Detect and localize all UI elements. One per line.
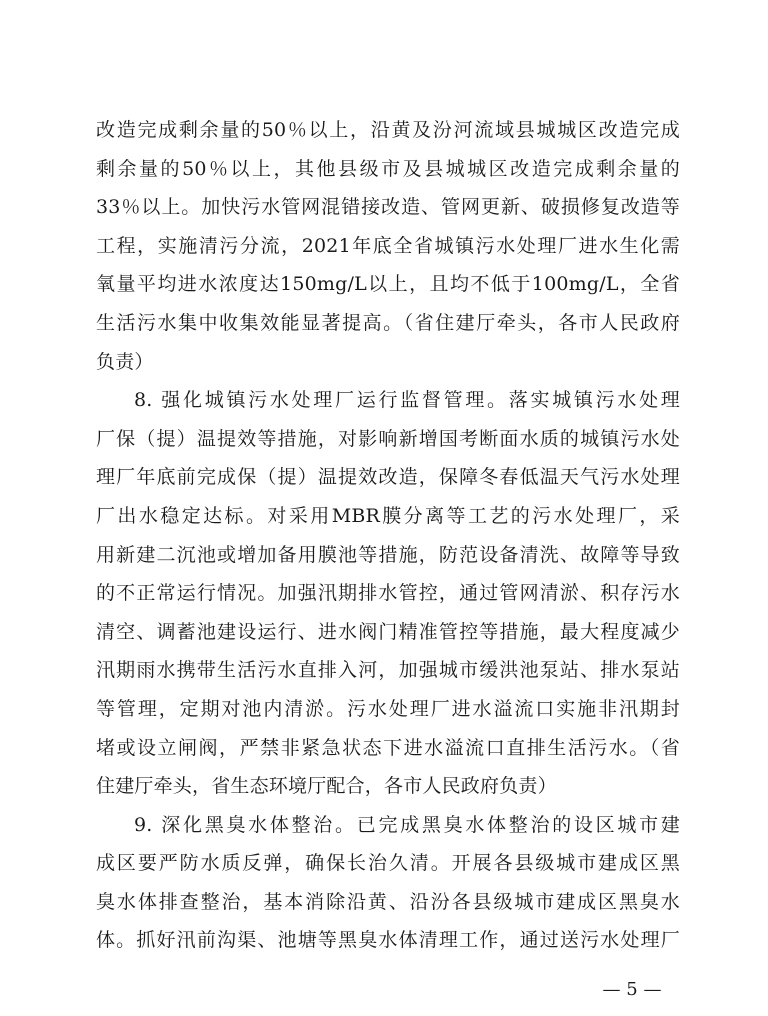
paragraph-item-8 bbox=[96, 381, 680, 806]
text-line: 改造完成剩余量的50％以上，沿黄及汾河流域县城城区改造完成 bbox=[96, 119, 680, 141]
page-number: — 5 — bbox=[602, 979, 662, 1000]
text-line: 住建厅牵头，省生态环境厅配合，各市人民政府负责） bbox=[96, 775, 557, 798]
text-line: 剩余量的50％以上，其他县级市及县城城区改造完成剩余量的 bbox=[96, 157, 680, 180]
text-line: 堵或设立闸阀，严禁非紧急状态下进水溢流口直排生活污水。（省 bbox=[96, 736, 680, 759]
body-text bbox=[96, 111, 680, 960]
text-line: 工程，实施清污分流，2021年底全省城镇污水处理厂进水生化需 bbox=[96, 234, 680, 257]
text-line: 氧量平均进水浓度达150mg/L以上，且均不低于100mg/L，全省 bbox=[96, 273, 680, 296]
paragraph-item-9 bbox=[96, 806, 680, 960]
text-line: 生活污水集中收集效能显著提高。（省住建厅牵头，各市人民政府 bbox=[96, 311, 680, 334]
text-line: 厂保（提）温提效等措施，对影响新增国考断面水质的城镇污水处 bbox=[96, 427, 680, 450]
item-8-heading-line: 8. 强化城镇污水处理厂运行监督管理。落实城镇污水处理 bbox=[134, 389, 680, 412]
text-line: 理厂年底前完成保（提）温提效改造，保障冬春低温天气污水处理 bbox=[96, 466, 680, 489]
text-line: 汛期雨水携带生活污水直排入河，加强城市缓洪池泵站、排水泵站 bbox=[96, 659, 680, 682]
text-line: 33％以上。加快污水管网混错接改造、管网更新、破损修复改造等 bbox=[96, 196, 680, 219]
text-line: 成区要严防水质反弹，确保长治久清。开展各县级城市建成区黑 bbox=[96, 852, 680, 875]
item-9-heading-line: 9. 深化黑臭水体整治。已完成黑臭水体整治的设区城市建 bbox=[134, 813, 680, 836]
text-line: 负责） bbox=[96, 350, 154, 373]
text-line: 体。抓好汛前沟渠、池塘等黑臭水体清理工作，通过送污水处理厂 bbox=[96, 929, 680, 952]
text-line: 清空、调蓄池建设运行、进水阀门精准管控等措施，最大程度减少 bbox=[96, 620, 680, 643]
paragraph-pipe-network bbox=[96, 111, 680, 381]
text-line: 的不正常运行情况。加强汛期排水管控，通过管网清淤、积存污水 bbox=[96, 582, 680, 605]
text-line: 臭水体排查整治，基本消除沿黄、沿汾各县级城市建成区黑臭水 bbox=[96, 890, 680, 913]
text-line: 用新建二沉池或增加备用膜池等措施，防范设备清洗、故障等导致 bbox=[96, 543, 680, 566]
text-line: 厂出水稳定达标。对采用MBR膜分离等工艺的污水处理厂，采 bbox=[96, 504, 680, 527]
text-line: 等管理，定期对池内清淤。污水处理厂进水溢流口实施非汛期封 bbox=[96, 697, 680, 720]
